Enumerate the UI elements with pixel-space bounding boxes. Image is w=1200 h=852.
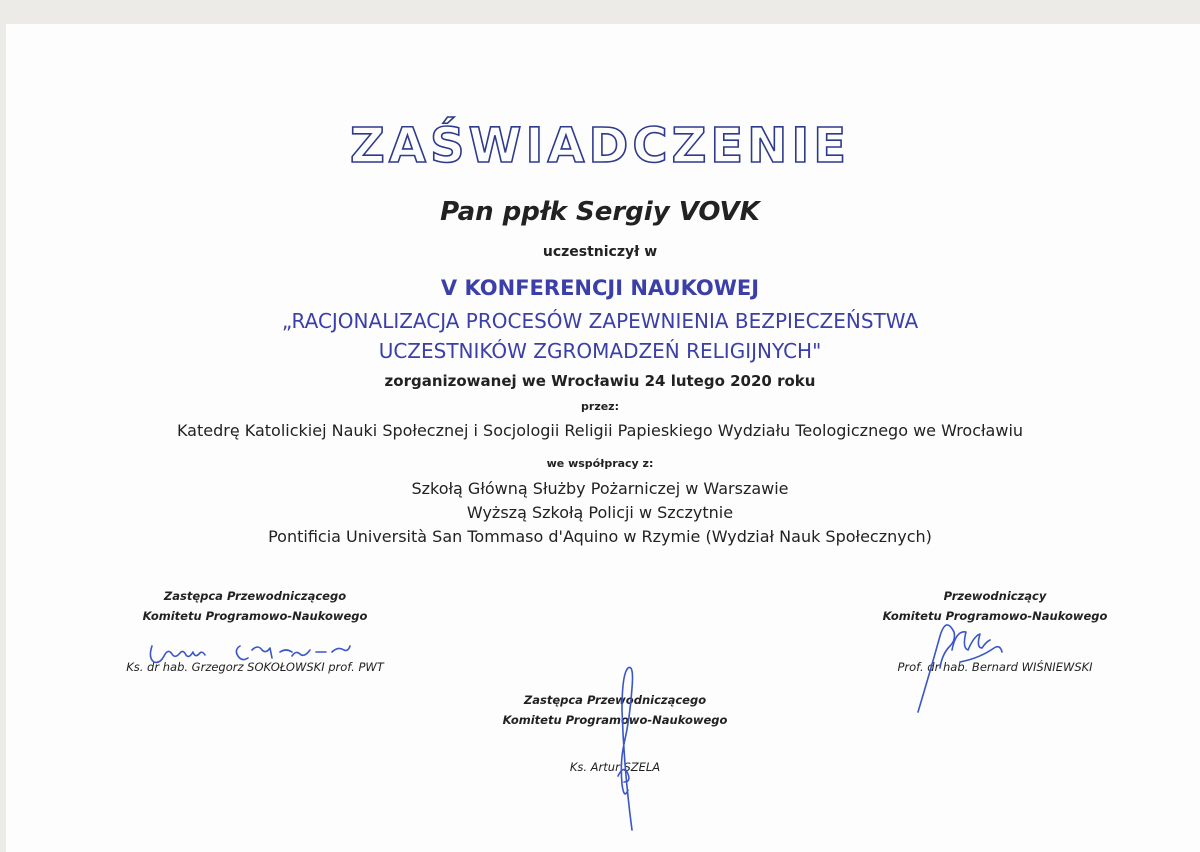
signature-left-role2: Komitetu Programowo-Naukowego xyxy=(142,609,368,623)
partner-3: Pontificia Università San Tommaso d'Aquino w Rzymie (Wydział Nauk Społecznych) xyxy=(268,527,932,546)
participated-text: uczestniczył w xyxy=(542,244,658,260)
signature-right-role2: Komitetu Programowo-Naukowego xyxy=(882,609,1108,623)
partner-2: Wyższą Szkołą Policji w Szczytnie xyxy=(466,503,734,522)
organizer-text: Katedrę Katolickiej Nauki Społecznej i Socjologii Religii Papieskiego Wydziału Teologicznego we Wrocławiu xyxy=(176,421,1024,440)
signature-middle-role1: Zastępca Przewodniczącego xyxy=(523,693,707,707)
conference-topic-line1: „RACJONALIZACJA PROCESÓW ZAPEWNIENIA BEZPIECZEŃSTWA xyxy=(281,309,919,333)
signature-middle-person: Ks. Artur SZELA xyxy=(569,760,661,774)
signature-left-role1: Zastępca Przewodniczącego xyxy=(163,589,347,603)
by-label: przez: xyxy=(581,400,619,413)
partner-1: Szkołą Główną Służby Pożarniczej w Warszawie xyxy=(411,479,789,498)
signature-block-left xyxy=(110,586,400,674)
signature-right-person: Prof. dr hab. Bernard WIŚNIEWSKI xyxy=(897,660,1093,674)
signature-block-middle xyxy=(470,690,760,774)
signature-block-right xyxy=(850,586,1140,674)
signature-middle-role2: Komitetu Programowo-Naukowego xyxy=(502,713,728,727)
signature-right-role1: Przewodniczący xyxy=(943,589,1047,603)
certificate-title: ZAŚWIADCZENIE xyxy=(350,118,850,174)
cooperation-label: we współpracy z: xyxy=(546,457,654,470)
organized-text: zorganizowanej we Wrocławiu 24 lutego 2020 roku xyxy=(384,372,816,390)
conference-name: V KONFERENCJI NAUKOWEJ xyxy=(440,276,760,300)
conference-topic-line2: UCZESTNIKÓW ZGROMADZEŃ RELIGIJNYCH" xyxy=(378,339,822,363)
signature-left-person: Ks. dr hab. Grzegorz SOKOŁOWSKI prof. PWT xyxy=(126,660,384,674)
recipient-name: Pan ppłk Sergiy VOVK xyxy=(440,197,760,227)
